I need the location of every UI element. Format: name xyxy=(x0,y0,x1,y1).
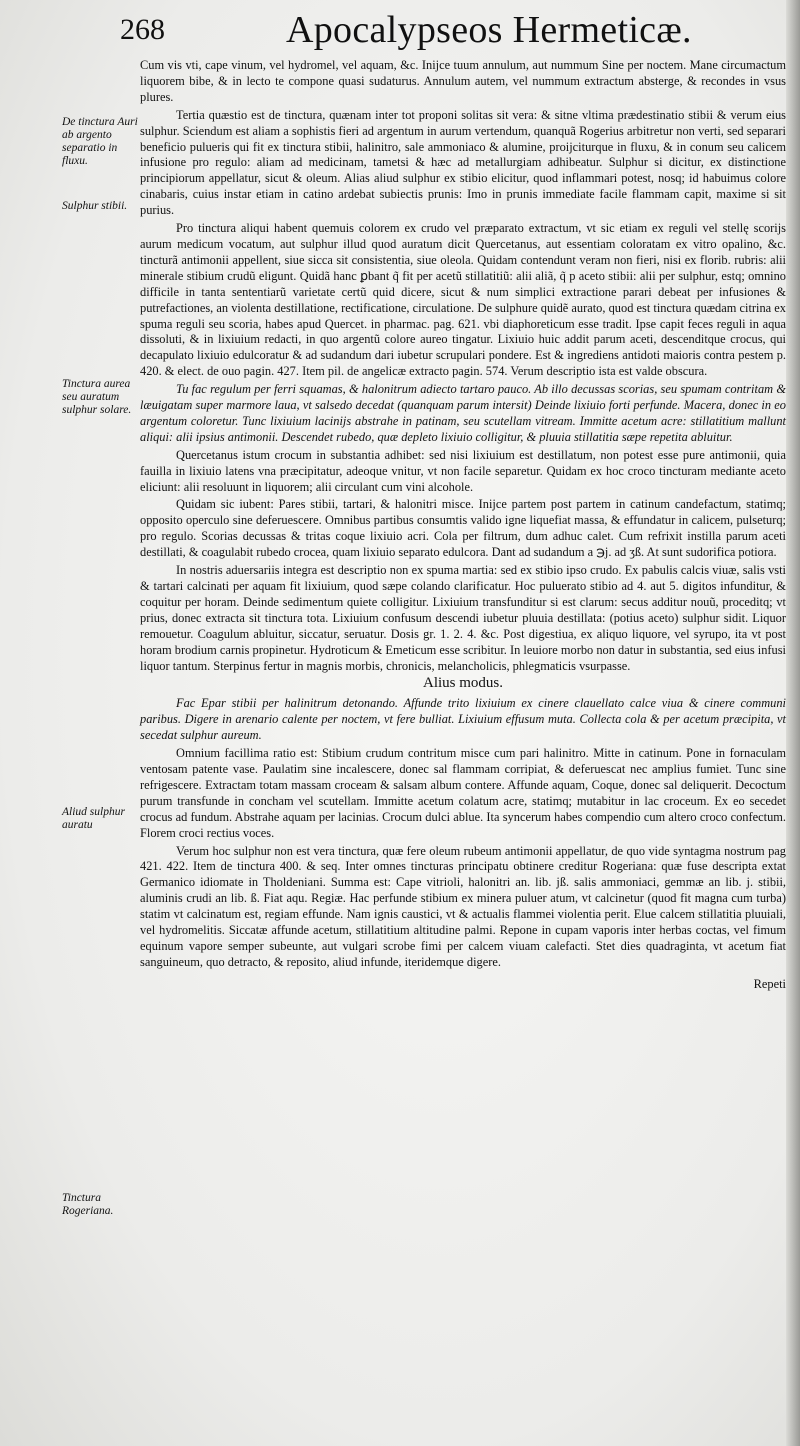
paragraph-9: Omnium facillima ratio est: Stibium crudum contritum misce cum pari halinitro. Mitte in catinum. Pone in fornaculam ventosam patente vase. Paulatim sine incalescere, donec sal flammam corripiat, & deferuescat nec amplius fumiet. Tunc sine refrigescere. Extractam totam massam croceam & salsam album contere. Affunde aquam, Coque, donec sal deliquerit. Decoctum purum transfunde in concham vel scutellam. Immitte acetum colatum acre, statimq; mutabitur in lac croceum. Ex eo secedet crocus ad fundum. Abstrahe aquam per lacinias. Crocum dulci ablue. Ita syncerum habes compendio cum altero croco confectum. Florem croci rectius voces. xyxy=(140,746,786,840)
paragraph-1: Cum vis vti, cape vinum, vel hydromel, vel aquam, &c. Inijce tuum annulum, aut nummum Sine per noctem. Mane circumactum liquorem bibe, & in lecto te compone quasi sudaturus. Annulum autem, vel nummum extractum absterge, & recondes in vsus plures. xyxy=(140,58,786,104)
paragraph-8: Fac Epar stibii per halinitrum detonando. Affunde trito lixiuium ex cinere clauellato calce viua & cinere communi paribus. Digere in arenario calente per noctem, vt fere bulliat. Lixiuium effusum muta. Collecta cola & per acetum præcipita, vt secedat sulphur aureum. xyxy=(140,696,786,743)
paragraph-2: Tertia quæstio est de tinctura, quænam inter tot proponi solitas sit vera: & sitne vltima prædestinatio stibii & verum eius sulphur. Sciendum est aliam a sophistis fieri ad argentum in aurum vertendum, quanquã Rogerius arbitretur non verti, sed separari beneficio pulueris qui fit ex tinctura stibii, halinitro, sale ammoniaco & alumine, proijciturque in fluxu, & in conum seu calicem infusione pro regulo: aliam ad medicinam, tametsi & hæc ad metallurgiam adhibeatur. Sulphur si dicitur, ex distinctione principiorum appellatur, sicut & oleum. Alias aliud sulphur ex stibio elicitur, quod inflammari potest, nosq; id habuimus colore cinabaris, cuius instar etiam in catino ardebat subiectis prunis: Imo in prunis immediate facile flammam capit, maxime si sit purius. xyxy=(140,107,786,218)
margin-note-tinctura-aurea: Tinctura aurea seu auratum sulphur solare. xyxy=(62,378,132,416)
page-number: 268 xyxy=(120,13,165,46)
paragraph-5: Quercetanus istum crocum in substantia adhibet: sed nisi lixiuium est destillatum, non potest esse pure antimonii, quia fauilla in lixiuio latens vna præcipitatur, adeoque vnitur, vt non facile separetur. Quidam ex hoc croco tincturam mediante aceto eliciunt: alii resoluunt in liquorem; alii circulant cum vini alcohole. xyxy=(140,447,786,494)
catchword: Repeti xyxy=(753,976,786,991)
page-gutter-shadow xyxy=(786,0,800,1446)
running-title: Apocalypseos Hermeticæ. xyxy=(286,9,692,51)
main-text-block xyxy=(140,58,786,995)
margin-note-tinctura-auri: De tinctura Auri ab argento separatio in fluxu. xyxy=(62,116,138,167)
paragraph-10: Verum hoc sulphur non est vera tinctura, quæ fere oleum rubeum antimonii appellatur, de quo vide syntagma nostrum pag 421. 422. Item de tinctura 400. & seq. Inter omnes tincturas principatu obtinere creditur Rogeriana: quæ fuse descripta extat Germanico idiomate in Tholdeniani. Summa est: Cape vitrioli, halonitri an. lib. jß. salis ammoniaci, gemmæ an lib. j. stibii, aluminis crudi an lib. ß. Fiat aqu. Regiæ. Hac perfunde stibium ex minera puluer atum, vt calcinetur (quod fit magna cum turba) statim vt calcinatum est, regiam effunde. Nam ignis caustici, vt & actualis flammei violentia perit. Elue calcem stillatitia pluuiali, vel hydromelitis. Siccatæ affunde acetum, stillatitium altitudine palmi. Repone in cupam vaporis inter herbas coctas, vel fimum equinum vapore semper subeunte, aut vulgari scrobe fimi per calcem viuam calefacti. Stet dies quadraginta, vt acetum fiat sanguineum, quo detracto, & reposito, aliud infunde, iteridemque digere. xyxy=(140,843,786,969)
page-header xyxy=(120,10,780,50)
paragraph-3: Pro tinctura aliqui habent quemuis colorem ex crudo vel præparato extractum, vt sic etiam ex reguli vel stellę scorijs aurum medicum vocatum, aut sulphur illud quod auratum dicit Quercetanus, aut essentiam coloratam ex vitro opalino, &c. tincturã antimonii appellent, siue sicca sit consistentia, siue oleola. Quidam contendunt veram non fieri, nisi ex florib. rubris: alii minerale stibium crudũ eligunt. Quidã hanc ꝑbant q̃ fit per acetũ stillatitiũ: alii aliã, q̃ p aceto stibii: alii per sulphur, estq; omnino difficile in tanta sententiarũ varietate certũ quid dicere, sicut & num simplici extractione parari debeat per infusiones & putrefactiones, an violenta destillatione, rectificatione, circulatione. De sulphure quidẽ aurato, quod est tinctura quædam citrina ex spuma reguli seu scoria, habes apud Quercet. in pharmac. pag. 621. vbi diaphoreticum esse tradit. Ipse capit feces reguli in aqua dissoluti, & in lixiuium redacti, in quo argentũ colore aureo tingatur. Lixiuio huic addit parum aceti, descenditque crocus, qui decapulato lixiuio edulcoratur & ad sudandum dari iubetur scrupulari pondere. Est & ingrediens antidoti maioris contra pestem p. 420. & elect. de ouo pagin. 427. Item pil. de angelicæ extracto pagin. 574. Verum descriptio ista est valde obscura. xyxy=(140,221,786,379)
paragraph-6: Quidam sic iubent: Pares stibii, tartari, & halonitri misce. Inijce partem post partem in catinum candefactum, statimq; opposito operculo sine deferuescere. Omnibus partibus consumtis valido igne liquefiat massa, & effundatur in calicem, pulseturq; pro regulo. Scorias decussas & tritas coque lixiuio acri. Cola per filtrum, dum adhuc calet. Cum refrixit instilla parum aceti destillati, & coagulabit rubedo crocea, quam lixiuio separato edulcora. Dant ad sudandum a ℈j. ad ʒß. At sunt sudorifica potiora. xyxy=(140,497,786,560)
section-heading: Alius modus. xyxy=(422,675,503,692)
paragraph-7: In nostris aduersariis integra est descriptio non ex spuma martia: sed ex stibio ipso crudo. Ex pabulis calcis viuæ, salis vsti & tartari calcinati per aquam fit lixiuium, quod sæpe colando clarificatur. Hoc puluerato stibio ad 4. aut 5. digitos infunditur, & coquitur per horam. Deinde sedimentum quiete colligitur. Lixiuium transfunditur si est clarum: secus additur nouũ, proceditq; vt prius, donec extracta sit tinctura tota. Lixiuium confusum descendi iubetur pluuia destillata: (potius aceto) sulphur sidit. Liquor remouetur. Coagulum abluitur, siccatur, seruatur. Dosis gr. 1. 2. 4. &c. Post digestiua, ex aliquo liquore, vel syrupo, ita vt post horam brodium carnis propinetur. Hydroticum & Emeticum esse scribitur. In leuiore morbo non datur in substantia, sed eius infusi liquor tantum. Sterpinus fertur in magnis morbis, chronicis, melancholicis, phlegmaticis vsurpasse. xyxy=(140,563,786,673)
margin-note-sulphur-stibii: Sulphur stibii. xyxy=(62,200,128,212)
paragraph-4: Tu fac regulum per ferri squamas, & halonitrum adiecto tartaro pauco. Ab illo decussas scorias, seu spumam contritam & læuigatam super marmore laua, vt salsedo decedat (quanquam parum intersit) Deinde lixiuio forti perfunde. Macera, donec in eo argentum coloretur. Tunc lixiuium lacinijs abstrahe in patinam, seu scutellam vitream. Immitte acetum acre: stillatitium mallunt aliqui: alii ipsius antimonii. Descendet rubedo, quæ depleto lixiuio colligitur, & pluuia stillatitia sæpe repetita abluitur. xyxy=(140,382,786,444)
margin-note-tinctura-rogeriana: Tinctura Rogeriana. xyxy=(62,1192,114,1217)
margin-note-aliud-sulphur: Aliud sulphur auratu xyxy=(62,806,125,831)
